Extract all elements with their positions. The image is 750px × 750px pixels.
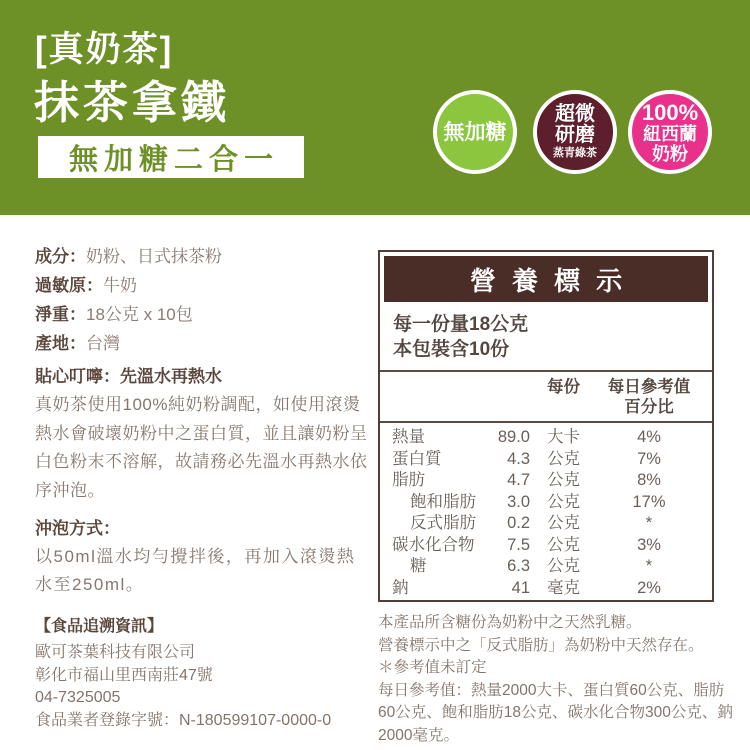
hero-banner — [0, 0, 750, 215]
nutrition-footnotes — [378, 612, 736, 747]
tip-title: 貼心叮嚀：先溫水再熱水 — [35, 367, 222, 386]
nutrition-title-bar — [384, 256, 708, 302]
brew-method-body: 以50ml溫水均勻攪拌後，再加入滾燙熱水至250ml。 — [35, 547, 356, 594]
nutrition-facts-table — [378, 250, 714, 602]
net-weight-value: 18公克 x 10包 — [86, 305, 193, 324]
origin-row — [35, 329, 369, 358]
allergen-label: 過敏原： — [35, 276, 103, 295]
table-row-fat: 脂肪 4.7 公克 8% — [392, 471, 661, 489]
registration-number: 食品業者登錄字號：N-180599107-0000-0 — [35, 711, 332, 729]
daily-value-header-line2: 百分比 — [624, 398, 674, 416]
badge-ground-tea-small: 蒸青綠茶 — [553, 147, 597, 159]
net-weight-label: 淨重： — [35, 305, 86, 324]
company-phone: 04-7325005 — [35, 689, 121, 706]
badge-nz-milk-line1: 100% — [641, 99, 699, 125]
tip-body: 真奶茶使用100%純奶粉調配，如使用滾燙熱水會破壞奶粉中之蛋白質，並且讓奶粉呈白色粉末不溶解，故請務必先溫水再熱水依序沖泡。 — [35, 395, 368, 500]
table-row-sugar: 糖 6.3 公克 * — [410, 557, 653, 575]
table-row-sodium: 鈉 41 毫克 2% — [392, 578, 661, 597]
subtitle-text: 無加糖二合一 — [68, 143, 279, 176]
allergen-row — [35, 271, 369, 300]
badge-ground-tea-line2: 研磨 — [555, 124, 595, 146]
daily-value-header — [606, 377, 698, 417]
origin-value: 台灣 — [86, 334, 120, 353]
badge-no-sugar-label: 無加糖 — [443, 120, 507, 144]
per-serving-header: 每份 — [547, 378, 580, 396]
table-row-carbohydrate: 碳水化合物 7.5 公克 3% — [392, 535, 661, 554]
product-info-column — [35, 242, 369, 599]
serving-size: 每一份量18公克 — [393, 314, 529, 335]
note-natural-lactose: 本產品所含糖份為奶粉中之天然乳糖。 — [378, 614, 642, 631]
table-row-calories: 熱量 89.0 大卡 4% — [392, 428, 661, 446]
series-title: [真奶茶] — [35, 30, 174, 69]
note-asterisk: ＊參考值未訂定 — [378, 659, 487, 676]
ingredients-row — [35, 242, 369, 271]
note-trans-fat: 營養標示中之「反式脂肪」為奶粉中天然存在。 — [378, 636, 704, 654]
origin-label: 產地： — [35, 334, 86, 353]
badge-ground-tea-line1: 超微 — [555, 103, 595, 125]
brew-method-title: 沖泡方式： — [35, 519, 120, 538]
table-row-saturated-fat: 飽和脂肪 3.0 公克 17% — [410, 492, 666, 511]
note-daily-reference: 每日參考值：熱量2000大卡、蛋白質60公克、脂肪60公克、飽和脂肪18公克、碳水化合物300公克、鈉2000毫克。 — [378, 681, 733, 744]
badge-nz-milk — [628, 90, 712, 174]
table-row-protein: 蛋白質 4.3 公克 7% — [392, 449, 661, 468]
nutrition-column-headers — [380, 372, 712, 419]
servings-per-pack: 本包裝含10份 — [393, 339, 510, 360]
badge-nz-milk-line2: 紐西蘭 — [643, 123, 697, 144]
allergen-value: 牛奶 — [103, 276, 137, 295]
company-address: 彰化市福山里西南莊47號 — [35, 666, 213, 684]
table-row-trans-fat: 反式脂肪 0.2 公克 * — [410, 514, 653, 532]
product-title: 抹茶拿鐵 — [34, 77, 231, 128]
traceability-title: 【食品追溯資訊】 — [35, 618, 164, 635]
nutrition-title: 營養標示 — [469, 265, 639, 296]
ingredients-label: 成分： — [35, 247, 86, 266]
daily-value-header-line1: 每日參考值 — [607, 378, 691, 396]
food-traceability-block — [35, 615, 369, 732]
badge-ground-tea — [533, 90, 617, 174]
subtitle-box — [38, 136, 304, 178]
company-name: 歐可茶葉科技有限公司 — [35, 644, 196, 661]
badge-no-sugar — [433, 90, 517, 174]
badge-nz-milk-line3: 奶粉 — [652, 143, 688, 164]
nutrition-rows — [380, 423, 712, 599]
ingredients-value: 奶粉、日式抹茶粉 — [86, 247, 222, 266]
net-weight-row — [35, 300, 369, 329]
